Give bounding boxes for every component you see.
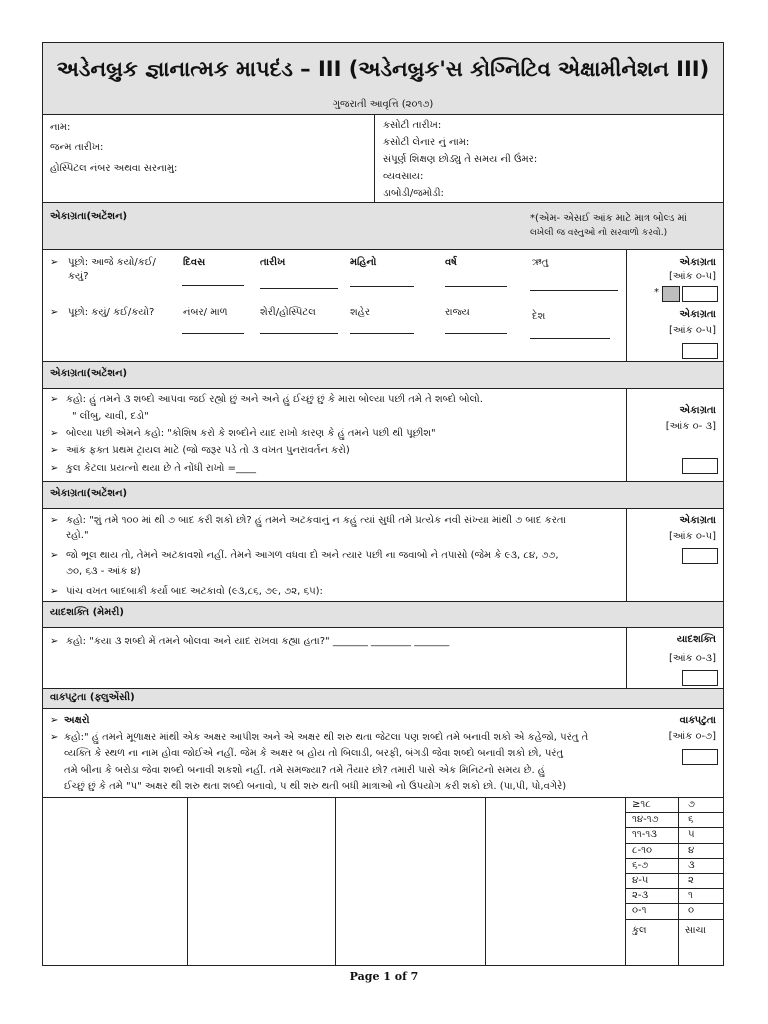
score-value-cell: ૬ [688,814,694,826]
section3-header [43,482,723,508]
bullet: ➢ [50,715,59,726]
sec5-score-range: [આંક ૦-૭] [668,731,716,742]
score-range-cell: ૧૪-૧૭ [632,814,659,826]
score-range-cell: ૬-૭ [632,859,649,871]
q1-arrow: ➢ [50,257,59,268]
sec5-score-box[interactable] [682,749,718,765]
bullet: ➢ [50,636,59,647]
score-value-cell: ૫ [688,829,695,841]
section4-heading: યાદશક્તિ (મેમરી) [50,607,124,618]
sec2-words: " લીંબુ, ચાવી, દડો" [72,411,149,422]
sec2-score-box[interactable] [682,458,718,474]
sec4-line: કહો: "કયા ૩ શબ્દો મેં તમને બોલવા અને યાદ રાખવા કહ્યા હતા?" _______ ________ _______ [66,636,450,647]
bullet: ➢ [50,550,59,561]
bullet: ➢ [50,463,59,474]
page-title: અડેનબ્રુક જ્ઞાનાત્મક માપદંડ – III (અડેનબ્રુક'સ કોગ્નિટિવ એક્ષામીનેશન III) [56,57,710,81]
sec3-line3: પાંચ વખત બાદબાકી કર્યા બાદ અટકાવો (૯૩,૮૬, ૭૯, ૭૨, ૬૫): [66,586,323,597]
section1-heading: એકાગ્રતા(અટેંશન) [50,211,128,222]
sec5-sub: અક્ષરો [64,715,90,726]
bullet: ➢ [50,445,59,456]
col-month: મહિનો [350,257,377,268]
col-day: દિવસ [183,257,206,268]
score-range-cell: ૨-૩ [632,890,649,902]
section2-header [43,362,723,388]
q1-label: પૂછો: આજે કયો/કઈ/ [68,257,156,268]
sec2-line1: કહો: હું તમને ૩ શબ્દો આપવા જઈ રહ્યો છું અને અને હું ઈચ્છું છું કે મારા બોલ્યા પછી તમે તે શબ્દો બોલો. [66,394,483,405]
col-state: રાજ્ય [445,307,470,318]
field-tester-name: કસોટી લેનાર નું નામ: [383,137,470,148]
sec4-score-range: [આંક ૦-૩] [668,653,716,664]
sec2-line4: કુલ કેટલા પ્રયત્નો થયા છે તે નોંધી રાખો =____ [66,463,256,474]
bullet: ➢ [50,428,59,439]
col-floor: નંબર/ માળ [183,307,228,318]
section4-header [43,602,723,627]
total-label: કુલ [632,924,647,936]
score-row-divider [625,858,724,859]
score-row-divider [625,843,724,844]
score-range-cell: ≥૧૮ [632,799,651,810]
edition-subtitle: ગુજરાતી આવૃત્તિ (૨૦૧૭) [332,99,434,110]
score-row-divider [625,888,724,889]
q1-label-cont: કયું? [68,271,89,282]
sec5-score-label: વાક્પટુતા [679,715,716,726]
score-value-cell: ૩ [688,859,695,871]
score-value-cell: ૧ [688,890,693,902]
sec3-line1b: રહો." [66,530,89,541]
score-row-divider [625,919,724,920]
q2-arrow: ➢ [50,307,59,318]
sec2-line3: આંક ફક્ત પ્રથમ ટ્રાયલ માટે (જો જરૂર પડે તો ૩ વખત પુનરાવર્તન કરો) [66,445,350,456]
score-row-divider [625,812,724,813]
col-city: શહેર [350,307,370,318]
score-range-cell: ૦-૧ [632,905,647,917]
field-name: નામ: [50,122,71,133]
col-street: શેરી/હોસ્પિટલ [260,307,316,318]
score1-range: [આંક ૦-૫] [669,271,716,282]
bullet: ➢ [50,394,59,405]
sec3-score-label: એકાગ્રતા [679,515,716,526]
q2-label: પૂછો: કયું/ કઈ/કયો? [68,307,155,318]
sec5-line3: તમે બીના કે બરોડા જેવા શબ્દો બનાવી શકશો નહીં. તમે સમજ્યા? તમે તૈયાર છો? તમારી પાસે એક મિનિટનો સમય છે. હું [64,765,545,776]
bullet: ➢ [50,732,59,743]
sec5-line2: વ્યક્તિ કે સ્થળ ના નામ હોવા જોઈએ નહીં. જેમ કે અક્ષર બ હોય તો બિલાડી, બરફી, બંગડી જેવા શબ્દો બનાવી શકો છો, પરંતુ [64,748,564,759]
section5-heading: વાક્પટુતા (ફ્લુએંસી) [50,692,135,703]
score-range-cell: ૧૧-૧૩ [632,829,657,841]
score-value-cell: ૭ [688,799,695,810]
correct-label: સાચા [685,924,706,936]
sec4-score-label: યાદશક્તિ [676,634,716,645]
score2-label: એકાગ્રતા [679,309,716,320]
score-value-cell: ૦ [688,905,695,917]
col-country: દેશ [532,311,546,322]
section2-heading: એકાગ્રતા(અટેંશન) [50,368,128,379]
field-handedness: ડાબોડી/જમોડી: [383,188,444,199]
mmse-note-line1: *(એમ- એસઈ આંક માટે માત્ર બોલ્ડ માં [530,213,688,224]
sec3-line2b: ૭૦, ૬૩ - આંક ૪) [66,566,141,577]
score2-range: [આંક ૦-૫] [669,325,716,336]
bullet: ➢ [50,586,59,597]
field-occupation: વ્યવસાય: [383,171,424,182]
score1-box[interactable] [682,286,718,302]
col-year: વર્ષ [445,257,457,268]
sec2-line2: બોલ્યા પછી એમને કહો: "કોશિષ કરો કે શબ્દોને યાદ રાખો કારણ કે હું તમને પછી થી પૂછીશ" [66,428,436,439]
score2-box[interactable] [682,343,718,359]
field-test-date: કસોટી તારીખ: [383,120,442,131]
field-hospital-no: હોસ્પિટલ નંબર અથવા સરનામુ: [50,163,178,174]
score-value-cell: ૨ [688,875,694,886]
field-education-age: સંપૂર્ણ શિક્ષણ છોડ્યુ તે સમય ની ઉંમર: [383,154,538,165]
col-season: ઋતુ [532,257,549,268]
sec2-score-range: [આંક ૦- ૩] [665,421,716,432]
page-number: Page 1 of 7 [349,970,419,983]
mmse-score-box[interactable] [662,286,680,302]
section1-header [43,203,723,249]
mmse-asterisk: * [654,287,659,298]
sec3-score-box[interactable] [682,548,718,564]
score-value-cell: ૪ [688,844,695,856]
sec3-line2: જો ભૂલ થાય તો, તેમને અટકાવશો નહીં. તેમને આગળ વધવા દો અને ત્યાર પછી ના જવાબો ને તપાસો (જેમ કે ૯૩, ૮૪, ૭૭, [66,550,559,561]
score1-label: એકાગ્રતા [679,257,716,268]
section5-header [43,689,723,708]
sec3-score-range: [આંક ૦-૫] [669,531,716,542]
mmse-note-line2: લખેલી જ વસ્તુઓ નો સરવાળો કરવો.) [530,228,668,238]
sec5-line4: ઈચ્છું છું કે તમે "પ" અક્ષર થી શરુ થતા શબ્દો બનાવો, પ થી શરુ થતી બધી માત્રાઓ નો ઉપયોગ કરી શકો છો. (પા,પી, પો,વગેરે) [64,781,567,792]
field-dob: જન્મ તારીખ: [50,142,104,153]
score-row-divider [625,827,724,828]
sec3-line1: કહો: "શું તમે ૧૦૦ માં થી ૭ બાદ કરી શકો છો? હું તમને અટકવાનું ન કહું ત્યાં સુધી તમે પ્રત્યેક નવી સંખ્યા માંથી ૭ બાદ કરતા [66,515,566,526]
section3-heading: એકાગ્રતા(અટેંશન) [50,488,128,499]
sec2-score-label: એકાગ્રતા [679,405,716,416]
sec4-score-box[interactable] [682,670,718,686]
score-range-cell: ૪-૫ [632,875,649,886]
bullet: ➢ [50,515,59,526]
col-date: તારીખ [260,257,286,268]
score-row-divider [625,903,724,904]
score-row-divider [625,873,724,874]
score-range-cell: ૮-૧૦ [632,844,653,856]
sec5-line1: કહો:" હું તમને મૂળાક્ષર માંથી એક અક્ષર આપીશ અને એ અક્ષર થી શરુ થતા જેટલા પણ શબ્દો તમે બનાવી શકો એ કહેજો, પરંતુ તે [64,732,589,743]
